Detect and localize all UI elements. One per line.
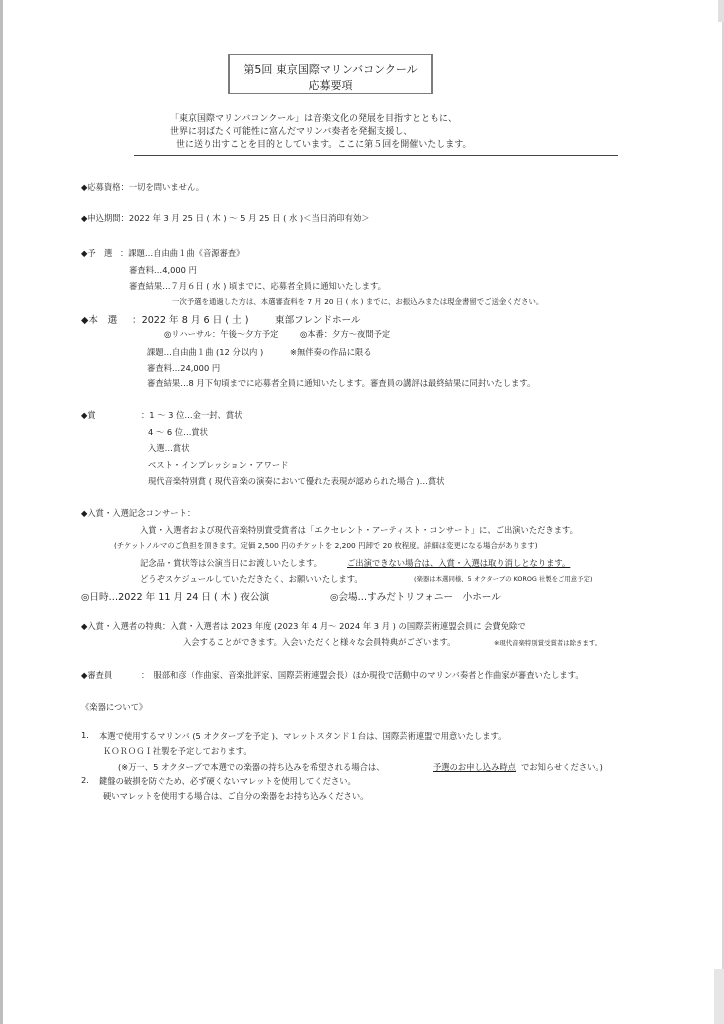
application-period: ◆申込期間：2022 年 3 月 25 日 ( 木 ) ～ 5 月 25 日 ( 水 )＜当日消印有効＞ xyxy=(81,213,370,223)
prizes-label: ◆賞 xyxy=(81,410,96,420)
instruments-number-2: 2. xyxy=(81,775,89,785)
prize-1-3: ：1 ～ 3 位…金一封、賞状 xyxy=(141,410,243,420)
divider xyxy=(134,155,618,156)
prize-4-6: 4 ～ 6 位…賞状 xyxy=(148,427,208,437)
instruments-item-1-line-3b: 予選のお申し込み時点 xyxy=(433,762,516,772)
document-subtitle: 応募要項 xyxy=(308,79,353,92)
concert-heading: ◆入賞・入選記念コンサート： xyxy=(81,508,196,518)
preliminary-result: 審査結果…７月６日 ( 水 ) 頃までに、応募者全員に通知いたします。 xyxy=(129,281,386,291)
concert-line-1: 入賞・入選者および現代音楽特別賞受賞者は「エクセレント・アーティスト・コンサート」に、ご出演いただきます。 xyxy=(140,525,578,535)
final-task: 課題…自由曲１曲 (12 分以内 ) xyxy=(147,347,264,357)
prize-contemporary: 現代音楽特別賞 ( 現代音楽の演奏において優れた表現が認められた場合 )…賞状 xyxy=(148,476,445,486)
scan-edge-left xyxy=(0,0,3,1024)
prize-selection: 入選…賞状 xyxy=(148,443,190,453)
instruments-item-2-line-2: 硬いマレットを使用する場合は、ご自分の楽器をお持ち込みください。 xyxy=(103,791,369,801)
concert-line-4b: (楽器は本選同様、5 オクターブの KOROG 社製をご用意予定) xyxy=(414,575,593,583)
preliminary-label: ◆予 選 xyxy=(81,248,113,258)
preliminary-task: ：課題…自由曲１曲《音源審査》 xyxy=(120,248,245,258)
instruments-item-1-line-1: 本選で使用するマリンバ (5 オクターブを予定 )、マレットスタンド１台は、国際芸術連盟で用意いたします。 xyxy=(99,731,507,741)
judges-label: ◆審査員 xyxy=(81,670,113,680)
benefits-note: ※現代音楽特別賞受賞者は除きます。 xyxy=(494,639,602,647)
final-result: 審査結果…8 月下旬頃までに応募者全員に通知いたします。審査員の講評は最終結果に同封いたします。 xyxy=(147,378,536,388)
instruments-item-2-line-1: 鍵盤の破損を防ぐため、必ず硬くないマレットを使用してください。 xyxy=(99,776,356,786)
intro-line-1: 「東京国際マリンバコンクール」は音楽文化の発展を目指すとともに、 xyxy=(170,114,458,124)
concert-line-4a: どうぞスケジュールしていただきたく、お願いいたします。 xyxy=(140,574,363,584)
instruments-heading: 《楽器について》 xyxy=(81,702,148,712)
scan-corner-top-right xyxy=(718,0,724,22)
benefits-line-1: ◆入賞・入選者の特典：入賞・入選者は 2023 年度 (2023 年 4 月～ 2024 年 3 月 ) の国際芸術連盟会員に 会費免除で xyxy=(81,621,526,631)
intro-line-2: 世界に羽ばたく可能性に富んだマリンバ奏者を発掘支援し、 xyxy=(170,127,413,137)
instruments-item-1-line-2: ＫＯＲＯＧＩ社製を予定しております。 xyxy=(103,746,252,756)
intro-line-3: 世に送り出すことを目的としています。ここに第５回を開催いたします。 xyxy=(176,140,472,150)
concert-line-2: (チケットノルマのご負担を頂きます。定価 2,500 円のチケットを 2,200 円卸で 20 枚程度。詳細は変更になる場合があります) xyxy=(114,541,538,550)
instruments-item-1-line-3a: (※万一、5 オクターブで本選での楽器の持ち込みを希望される場合は、 xyxy=(118,762,385,772)
title-box xyxy=(228,54,433,94)
final-performance: ◎本番：夕方～夜間予定 xyxy=(300,329,391,339)
instruments-number-1: 1. xyxy=(81,730,89,740)
concert-line-3a: 記念品・賞状等は公演当日にお渡しいたします。 xyxy=(140,558,322,568)
final-venue: 東部フレンドホール xyxy=(275,315,361,326)
benefits-line-2: 入会することができます。入会いただくと様々な会員特典がございます。 xyxy=(183,637,456,647)
final-fee: 審査料…24,000 円 xyxy=(147,363,221,373)
judges-text: ： 服部和彦（作曲家、音楽批評家、国際芸術連盟会長）ほか現役で活動中のマリンバ奏者と作曲家が審査いたします。 xyxy=(141,670,584,680)
concert-date: ◎日時…2022 年 11 月 24 日 ( 木 ) 夜公演 xyxy=(81,592,270,603)
preliminary-payment: 一次予選を通過した方は、本選審査料を 7 月 20 日 ( 水 ) までに、お振込みまたは現金書留でご送金ください。 xyxy=(172,297,544,306)
final-label: ◆本 選 xyxy=(81,315,118,326)
eligibility: ◆応募資格：一切を問いません。 xyxy=(81,182,205,192)
prize-best-impression: ベスト・インプレッション・アワード xyxy=(148,460,289,470)
final-rehearsal: ◎リハーサル：午後～夕方予定 xyxy=(164,329,279,339)
document-title: 第5回 東京国際マリンバコンクール xyxy=(243,63,418,76)
instruments-item-1-line-3c: でお知らせください。) xyxy=(521,762,603,772)
final-task-note: ※無伴奏の作品に限る xyxy=(290,347,372,357)
final-date: ：2022 年 8 月 6 日 ( 土 ) xyxy=(132,315,249,326)
scan-corner-bottom-right xyxy=(714,969,724,1024)
concert-venue: ◎会場…すみだトリフォニー 小ホール xyxy=(330,592,501,603)
concert-line-3b: ご出演できない場合は、入賞・入選は取り消しとなります。 xyxy=(347,558,571,568)
preliminary-fee: 審査料…4,000 円 xyxy=(129,265,197,275)
